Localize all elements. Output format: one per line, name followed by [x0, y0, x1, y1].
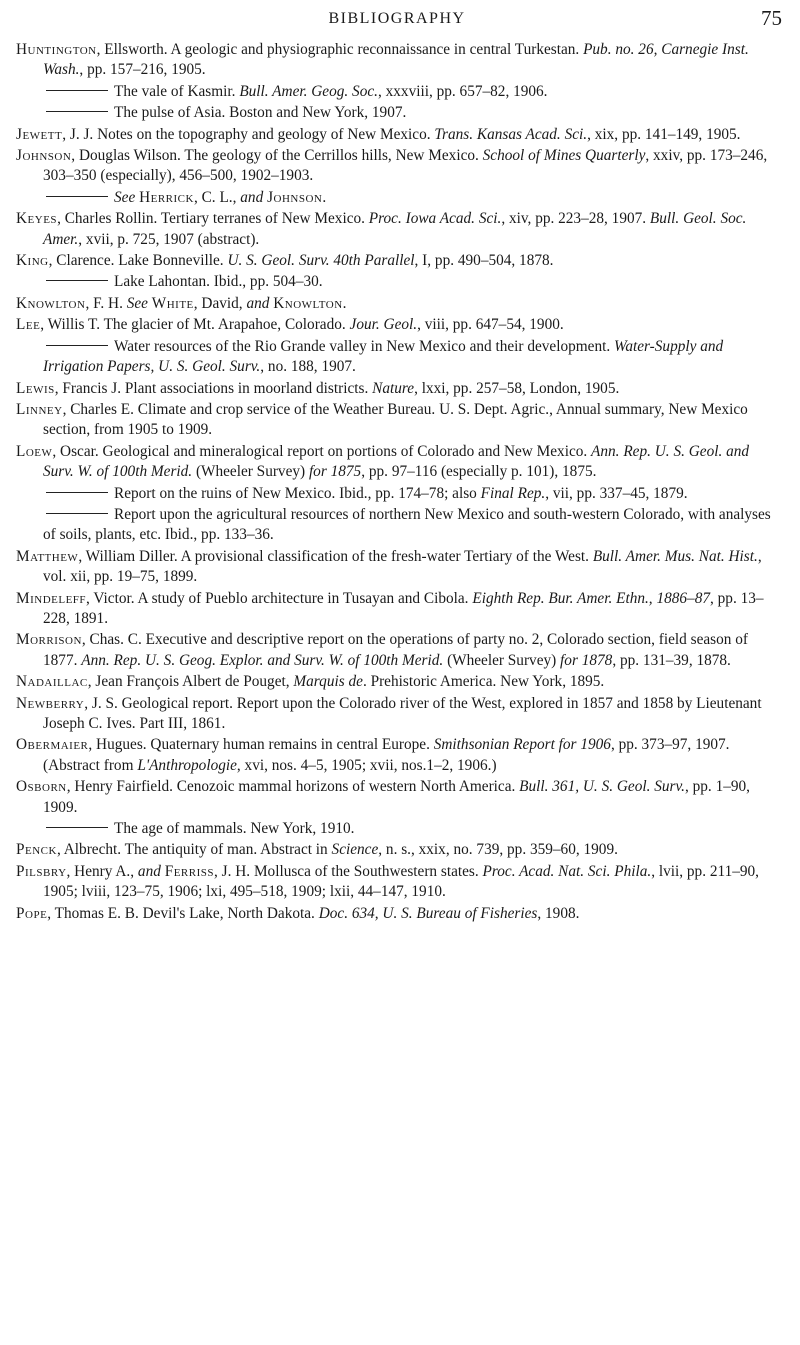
entry-text: . [342, 294, 347, 312]
entry-text: , Francis J. Plant associations in moorland districts. [54, 379, 373, 397]
entry-text: , xxiv, pp. 173–246, 303–350 (especially), 456–500, 1902–1903. [43, 147, 768, 185]
source-title: and [240, 188, 264, 206]
bibliography-entry [16, 589, 778, 630]
entry-text: , David, [193, 294, 247, 312]
source-title: Proc. Acad. Nat. Sci. Phila. [482, 862, 652, 880]
bibliography-entry [16, 400, 778, 441]
author-name: Jewett [16, 125, 63, 143]
source-title: Ann. Rep. U. S. Geol. and Surv. W. of 100th Merid. [43, 442, 750, 481]
bibliography-entry [16, 630, 778, 671]
author-name: Penck [16, 841, 57, 859]
author-name: Matthew [16, 547, 79, 565]
entry-text: , Oscar. Geological and mineralogical report on portions of Colorado and New Mexico. [52, 442, 592, 460]
bibliography-entry [16, 125, 778, 145]
ditto-rule [46, 345, 108, 346]
entry-text: , Thomas E. B. Devil's Lake, North Dakota. [47, 904, 319, 922]
source-title: Final Rep. [480, 484, 546, 502]
entry-text: , xiv, pp. 223–28, 1907. [501, 210, 650, 228]
bibliography-entry [16, 272, 778, 292]
author-name: Mindeleff [16, 589, 87, 607]
source-title: Ann. Rep. U. S. Geog. Explor. and Surv. W. of 100th Merid. [81, 651, 444, 669]
source-title: Proc. Iowa Acad. Sci. [368, 210, 502, 228]
entry-text: , F. H. [85, 294, 127, 312]
entry-text: , xvi, nos. 4–5, 1905; xvii, nos.1–2, 1906.) [236, 756, 497, 774]
source-title: and [246, 294, 270, 312]
bibliography-entry [16, 188, 778, 208]
entry-text: , Charles E. Climate and crop service of the Weather Bureau. U. S. Dept. Agric., Annual summary, New Mexico section, from 1905 to 1909. [43, 400, 748, 439]
bibliography-entry [16, 862, 778, 903]
source-title: See [126, 294, 148, 312]
source-title: Bull. Amer. Mus. Nat. Hist. [592, 547, 758, 565]
ditto-rule [46, 827, 108, 828]
bibliography-entry [16, 251, 778, 271]
source-title: Smithsonian Report for 1906 [433, 736, 611, 754]
entry-text: The age of mammals. New York, 1910. [114, 820, 355, 838]
bibliography-entry [16, 819, 778, 839]
page-number: 75 [761, 6, 782, 30]
bibliography-entry [16, 294, 778, 314]
author-name: Johnson [267, 188, 323, 206]
source-title: Marquis de [293, 673, 363, 691]
author-name: Morrison [16, 631, 82, 649]
entry-text: Water resources of the Rio Grande valley in New Mexico and their development. [114, 337, 614, 355]
entry-text: , xxxviii, pp. 657–82, 1906. [377, 82, 548, 100]
entry-text: , William Diller. A provisional classification of the fresh-water Tertiary of the West. [78, 547, 593, 565]
bibliography-entry [16, 40, 778, 81]
author-name: Osborn [16, 778, 67, 796]
entry-text: , Victor. A study of Pueblo architecture in Tusayan and Cibola. [86, 589, 473, 607]
author-name: Nadaillac [16, 673, 88, 691]
author-name: Knowlton [16, 294, 86, 312]
entry-text: , I, pp. 490–504, 1878. [414, 252, 554, 270]
author-name: Lee [16, 316, 41, 334]
entry-text: , 1908. [537, 904, 580, 922]
source-title: Eighth Rep. Bur. Amer. Ethn., 1886–87 [472, 589, 710, 607]
entry-text: , pp. 373–97, 1907. (Abstract from [43, 736, 730, 774]
entry-text: , vol. xii, pp. 19–75, 1899. [43, 547, 762, 586]
entry-text: (Wheeler Survey) [192, 463, 309, 481]
source-title: Bull. Geol. Soc. Amer. [43, 210, 747, 248]
entry-text: , pp. 97–116 (especially p. 101), 1875. [361, 463, 597, 481]
entry-text: , lxxi, pp. 257–58, London, 1905. [414, 379, 620, 397]
entry-text: , pp. 1–90, 1909. [43, 778, 750, 816]
source-title: Bull. 361, U. S. Geol. Surv. [519, 778, 685, 796]
entry-text: , pp. 131–39, 1878. [612, 651, 731, 669]
author-name: Pilsbry [16, 862, 67, 880]
entry-text: Lake Lahontan. Ibid., pp. 504–30. [114, 273, 323, 291]
ditto-rule [46, 111, 108, 112]
entry-text: Report on the ruins of New Mexico. Ibid., pp. 174–78; also [114, 484, 481, 502]
author-name: Linney [16, 400, 63, 418]
source-title: School of Mines Quarterly [482, 147, 646, 165]
source-title: Water-Supply and Irrigation Papers, U. S. Geol. Surv. [43, 337, 724, 376]
bibliography-entry [16, 735, 778, 776]
bibliography-entry [16, 505, 778, 546]
author-name: Obermaier [16, 736, 89, 754]
entry-text: , J. S. Geological report. Report upon the Colorado river of the West, explored in 1857 and 1858 by Lieutenant Joseph C. Ives. Part III, 1861. [43, 694, 762, 732]
source-title: Jour. Geol. [349, 316, 418, 334]
bibliography-entry [16, 209, 778, 250]
entry-text: (Wheeler Survey) [443, 651, 561, 669]
source-title: for 1875 [308, 463, 362, 481]
source-title: Trans. Kansas Acad. Sci. [434, 125, 588, 143]
entry-text: The vale of Kasmir. [114, 82, 240, 100]
entry-text: , Chas. C. Executive and descriptive report on the operations of party no. 2, Colorado section, field season of 1877. [43, 631, 748, 669]
ditto-rule [46, 280, 108, 281]
running-head [12, 6, 782, 34]
bibliography-entry [16, 777, 778, 818]
source-title: See [114, 188, 136, 206]
source-title: Doc. 634, U. S. Bureau of Fisheries [318, 904, 538, 922]
entry-text: , Charles Rollin. Tertiary terranes of New Mexico. [57, 210, 369, 228]
entry-text: , n. s., xxix, no. 739, pp. 359–60, 1909. [378, 841, 618, 859]
entry-text: , no. 188, 1907. [260, 358, 356, 376]
entry-text: , lvii, pp. 211–90, 1905; lviii, 123–75, 1906; lxi, 495–518, 1909; lxii, 44–147, 1910. [43, 862, 759, 901]
bibliography-list [16, 40, 778, 925]
entry-text: , Jean François Albert de Pouget, [87, 673, 294, 691]
source-title: U. S. Geol. Surv. 40th Parallel [227, 252, 415, 270]
entry-text: , Douglas Wilson. The geology of the Cerrillos hills, New Mexico. [71, 147, 483, 165]
entry-text: , J. J. Notes on the topography and geology of New Mexico. [62, 125, 435, 143]
author-name: Pope [16, 904, 48, 922]
author-name: Newberry [16, 694, 85, 712]
bibliography-entry [16, 672, 778, 692]
entry-text: , vii, pp. 337–45, 1879. [545, 484, 688, 502]
author-name: Loew [16, 442, 53, 460]
bibliography-entry [16, 337, 778, 378]
bibliography-entry [16, 146, 778, 187]
source-title: Pub. no. 26, Carnegie Inst. Wash. [43, 41, 749, 79]
ditto-rule [46, 513, 108, 514]
entry-text: , Henry A., [66, 862, 138, 880]
entry-text: . Prehistoric America. New York, 1895. [362, 673, 605, 691]
entry-text: , Ellsworth. A geologic and physiographic reconnaissance in central Turkestan. [96, 41, 584, 58]
entry-text: , J. H. Mollusca of the Southwestern states. [214, 862, 483, 880]
entry-text: , viii, pp. 647–54, 1900. [417, 316, 564, 334]
bibliography-entry [16, 379, 778, 399]
source-title: Science [331, 841, 379, 859]
bibliography-entry [16, 82, 778, 102]
entry-text: , Hugues. Quaternary human remains in central Europe. [88, 736, 434, 754]
entry-text: , xvii, p. 725, 1907 (abstract). [78, 230, 260, 248]
author-name: Johnson [16, 147, 72, 165]
running-title: BIBLIOGRAPHY [328, 10, 466, 27]
entry-text: The pulse of Asia. Boston and New York, 1907. [114, 104, 407, 122]
bibliography-entry [16, 103, 778, 123]
source-title: L'Anthropologie [137, 756, 237, 774]
bibliography-entry [16, 484, 778, 504]
author-name: Huntington [16, 41, 97, 58]
bibliography-entry [16, 547, 778, 588]
author-name: White [151, 294, 194, 312]
author-name: Herrick [139, 188, 194, 206]
author-name: Lewis [16, 379, 55, 397]
author-name: Knowlton [273, 294, 343, 312]
entry-text: , Albrecht. The antiquity of man. Abstract in [56, 841, 332, 859]
ditto-rule [46, 196, 108, 197]
bibliography-entry [16, 442, 778, 483]
bibliography-entry [16, 904, 778, 924]
entry-text: , xix, pp. 141–149, 1905. [587, 125, 741, 143]
bibliography-entry [16, 694, 778, 735]
ditto-rule [46, 90, 108, 91]
source-title: Nature [372, 379, 415, 397]
source-title: Bull. Amer. Geog. Soc. [239, 82, 378, 100]
source-title: for 1878 [560, 651, 613, 669]
entry-text: , Willis T. The glacier of Mt. Arapahoe, Colorado. [40, 316, 350, 334]
entry-text: , pp. 157–216, 1905. [79, 61, 206, 79]
author-name: King [16, 252, 49, 270]
entry-text: , Clarence. Lake Bonneville. [48, 252, 228, 270]
entry-text: , C. L., [193, 188, 241, 206]
entry-text: . [322, 188, 327, 206]
source-title: and [137, 862, 161, 880]
bibliography-entry [16, 840, 778, 860]
entry-text: , pp. 13–228, 1891. [43, 589, 764, 627]
ditto-rule [46, 492, 108, 493]
author-name: Ferriss [164, 862, 215, 880]
entry-text: Report upon the agricultural resources of northern New Mexico and south-western Colorado, with analyses of soils, plants, etc. Ibid., pp. 133–36. [43, 505, 771, 544]
entry-text: , Henry Fairfield. Cenozoic mammal horizons of western North America. [66, 778, 520, 796]
author-name: Keyes [16, 210, 58, 228]
bibliography-entry [16, 315, 778, 335]
